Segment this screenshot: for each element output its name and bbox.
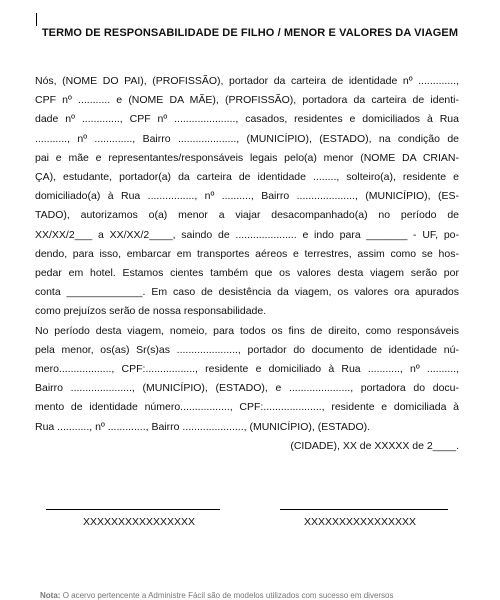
text-cursor [36,13,37,26]
signature-line-right [280,509,448,510]
note-label: Nota: [40,591,61,600]
body-line: No período desta viagem, nomeio, para todos os fins de direito, como responsáveis [35,324,459,337]
body-line: mento de identidade número................., CPF:...................., residente e domiciliada à [35,401,459,414]
body-line: Rua ..........., nº ............., Bairro ....................., (MUNICÍPIO), (ESTADO). [35,420,371,433]
footer-note [40,591,460,600]
body-line: ..........., nº ............., Bairro ...................., (MUNICÍPIO), (ESTADO), na condição de [35,132,459,145]
body-line: TADO), autorizamos o(a) menor a viajar desacompanhado(a) no período de [35,209,459,222]
body-line: como prejuízos serão de nossa responsabilidade. [35,305,267,318]
body-line: pela menor, os(as) Sr(s)as ....................., portador do documento de identidade nú- [35,343,459,356]
body-line: mero.................., CPF:................., residente e domiciliado à Rua ..........., nº .........., [35,363,459,376]
body-line: Bairro ....................., (MUNICÍPIO), (ESTADO), e ....................., portadora do docu- [35,382,459,395]
signature-name-left: XXXXXXXXXXXXXXXX [82,516,196,528]
body-line: pedar em hotel. Estamos cientes também que os valores desta viagem serão por [35,267,459,280]
body-line: ÇA), estudante, portador(a) da carteira de identidade ........, solteiro(a), residente e [35,171,459,184]
note-text: O acervo pertencente a Administre Fácil são de modelos utilizados com sucesso em diversos [62,591,394,600]
signature-line-left [46,509,220,510]
body-line: pai e mãe e representantes/responsáveis legais pelo(a) menor (NOME DA CRIAN- [35,151,459,164]
document-title: TERMO DE RESPONSABILIDADE DE FILHO / MENOR E VALORES DA VIAGEM [41,27,459,39]
body-line: Nós, (NOME DO PAI), (PROFISSÃO), portador da carteira de identidade nº ............., [35,75,459,87]
signature-name-right: XXXXXXXXXXXXXXXX [303,516,417,528]
body-line: conta _____________. Em caso de desistência da viagem, os valores ora apurados [35,286,459,299]
body-line: domiciliado(a) à Rua ................, nº .........., Bairro ...................., (MUNICÍPIO), (ES- [35,190,459,203]
body-line: dendo, para isso, embarcar em transportes aéreos e terrestres, assim como se hos- [35,247,459,260]
body-line: dade nº ............., CPF nº ....................., casados, residentes e domiciliados à Rua [35,113,459,126]
body-line: CPF nº ........... e (NOME DA MÃE), (PROFISSÃO), portadora da carteira de identi- [35,94,459,107]
date-line: (CIDADE), XX de XXXXX de 2____. [290,439,459,452]
body-line: XX/XX/2___ a XX/XX/2____, saindo de ..................... e indo para _______ - UF, po- [35,228,459,241]
document-body [35,72,459,456]
